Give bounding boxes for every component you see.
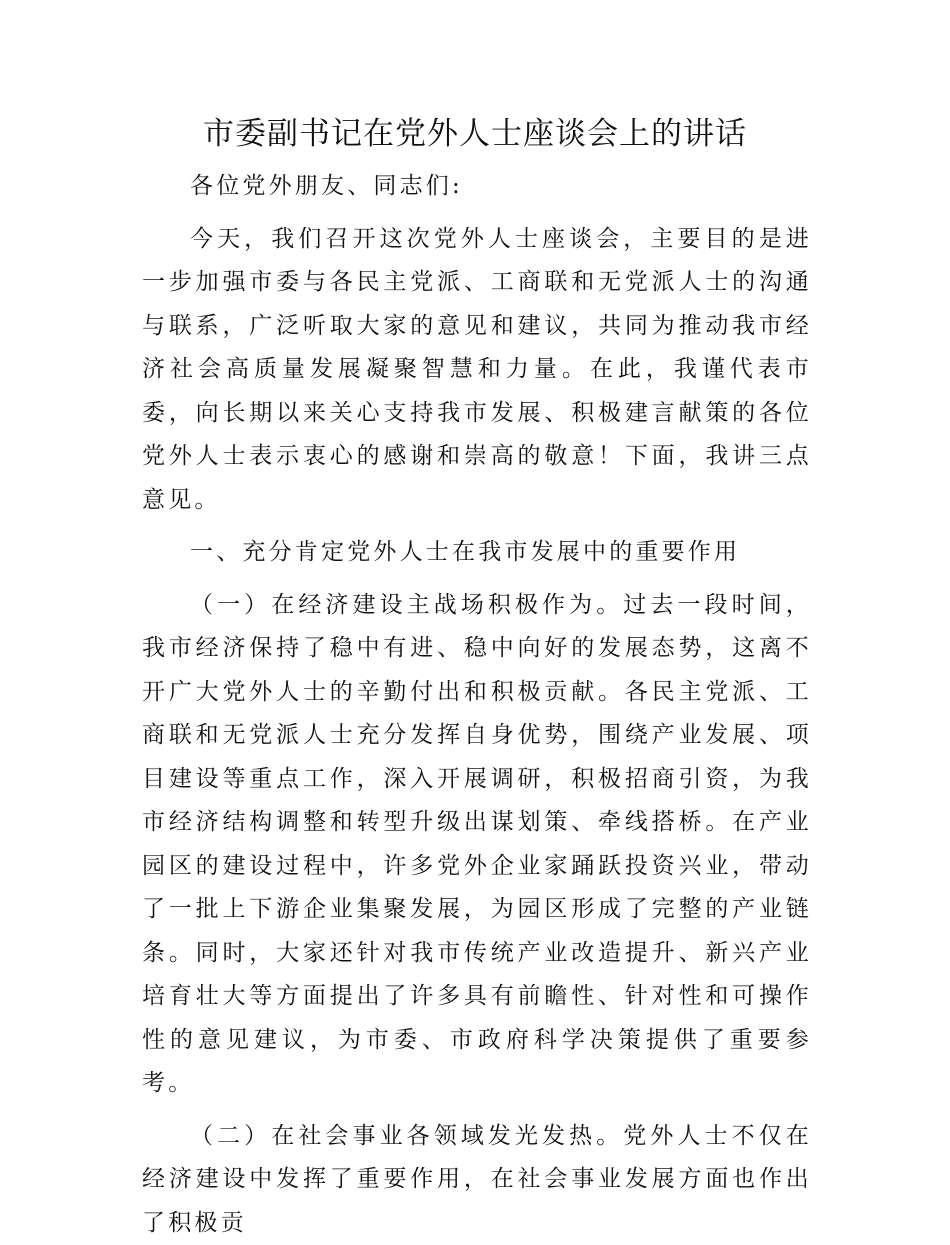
salutation: 各位党外朋友、同志们: — [142, 165, 812, 209]
paragraph-opening: 今天，我们召开这次党外人士座谈会，主要目的是进一步加强市委与各民主党派、工商联和无党派人士的沟通与联系，广泛听取大家的意见和建议，共同为推动我市经济社会高质量发展凝聚智慧和力量。在此，我谨代表市委，向长期以来关心支持我市发展、积极建言献策的各位党外人士表示衷心的感谢和崇高的敬意！下面，我讲三点意见。 — [142, 218, 812, 523]
document-body — [142, 165, 812, 1245]
paragraph-subsection-2: （二）在社会事业各领域发光发热。党外人士不仅在经济建设中发挥了重要作用，在社会事业发展方面也作出了积极贡 — [142, 1115, 812, 1245]
section-heading-1: 一、充分肯定党外人士在我市发展中的重要作用 — [142, 531, 812, 575]
document-title: 市委副书记在党外人士座谈会上的讲话 — [0, 112, 950, 156]
paragraph-subsection-1: （一）在经济建设主战场积极作为。过去一段时间，我市经济保持了稳中有进、稳中向好的发展态势，这离不开广大党外人士的辛勤付出和积极贡献。各民主党派、工商联和无党派人士充分发挥自身优势，围绕产业发展、项目建设等重点工作，深入开展调研，积极招商引资，为我市经济结构调整和转型升级出谋划策、牵线搭桥。在产业园区的建设过程中，许多党外企业家踊跃投资兴业，带动了一批上下游企业集聚发展，为园区形成了完整的产业链条。同时，大家还针对我市传统产业改造提升、新兴产业培育壮大等方面提出了许多具有前瞻性、针对性和可操作性的意见建议，为市委、市政府科学决策提供了重要参考。 — [142, 584, 812, 1106]
